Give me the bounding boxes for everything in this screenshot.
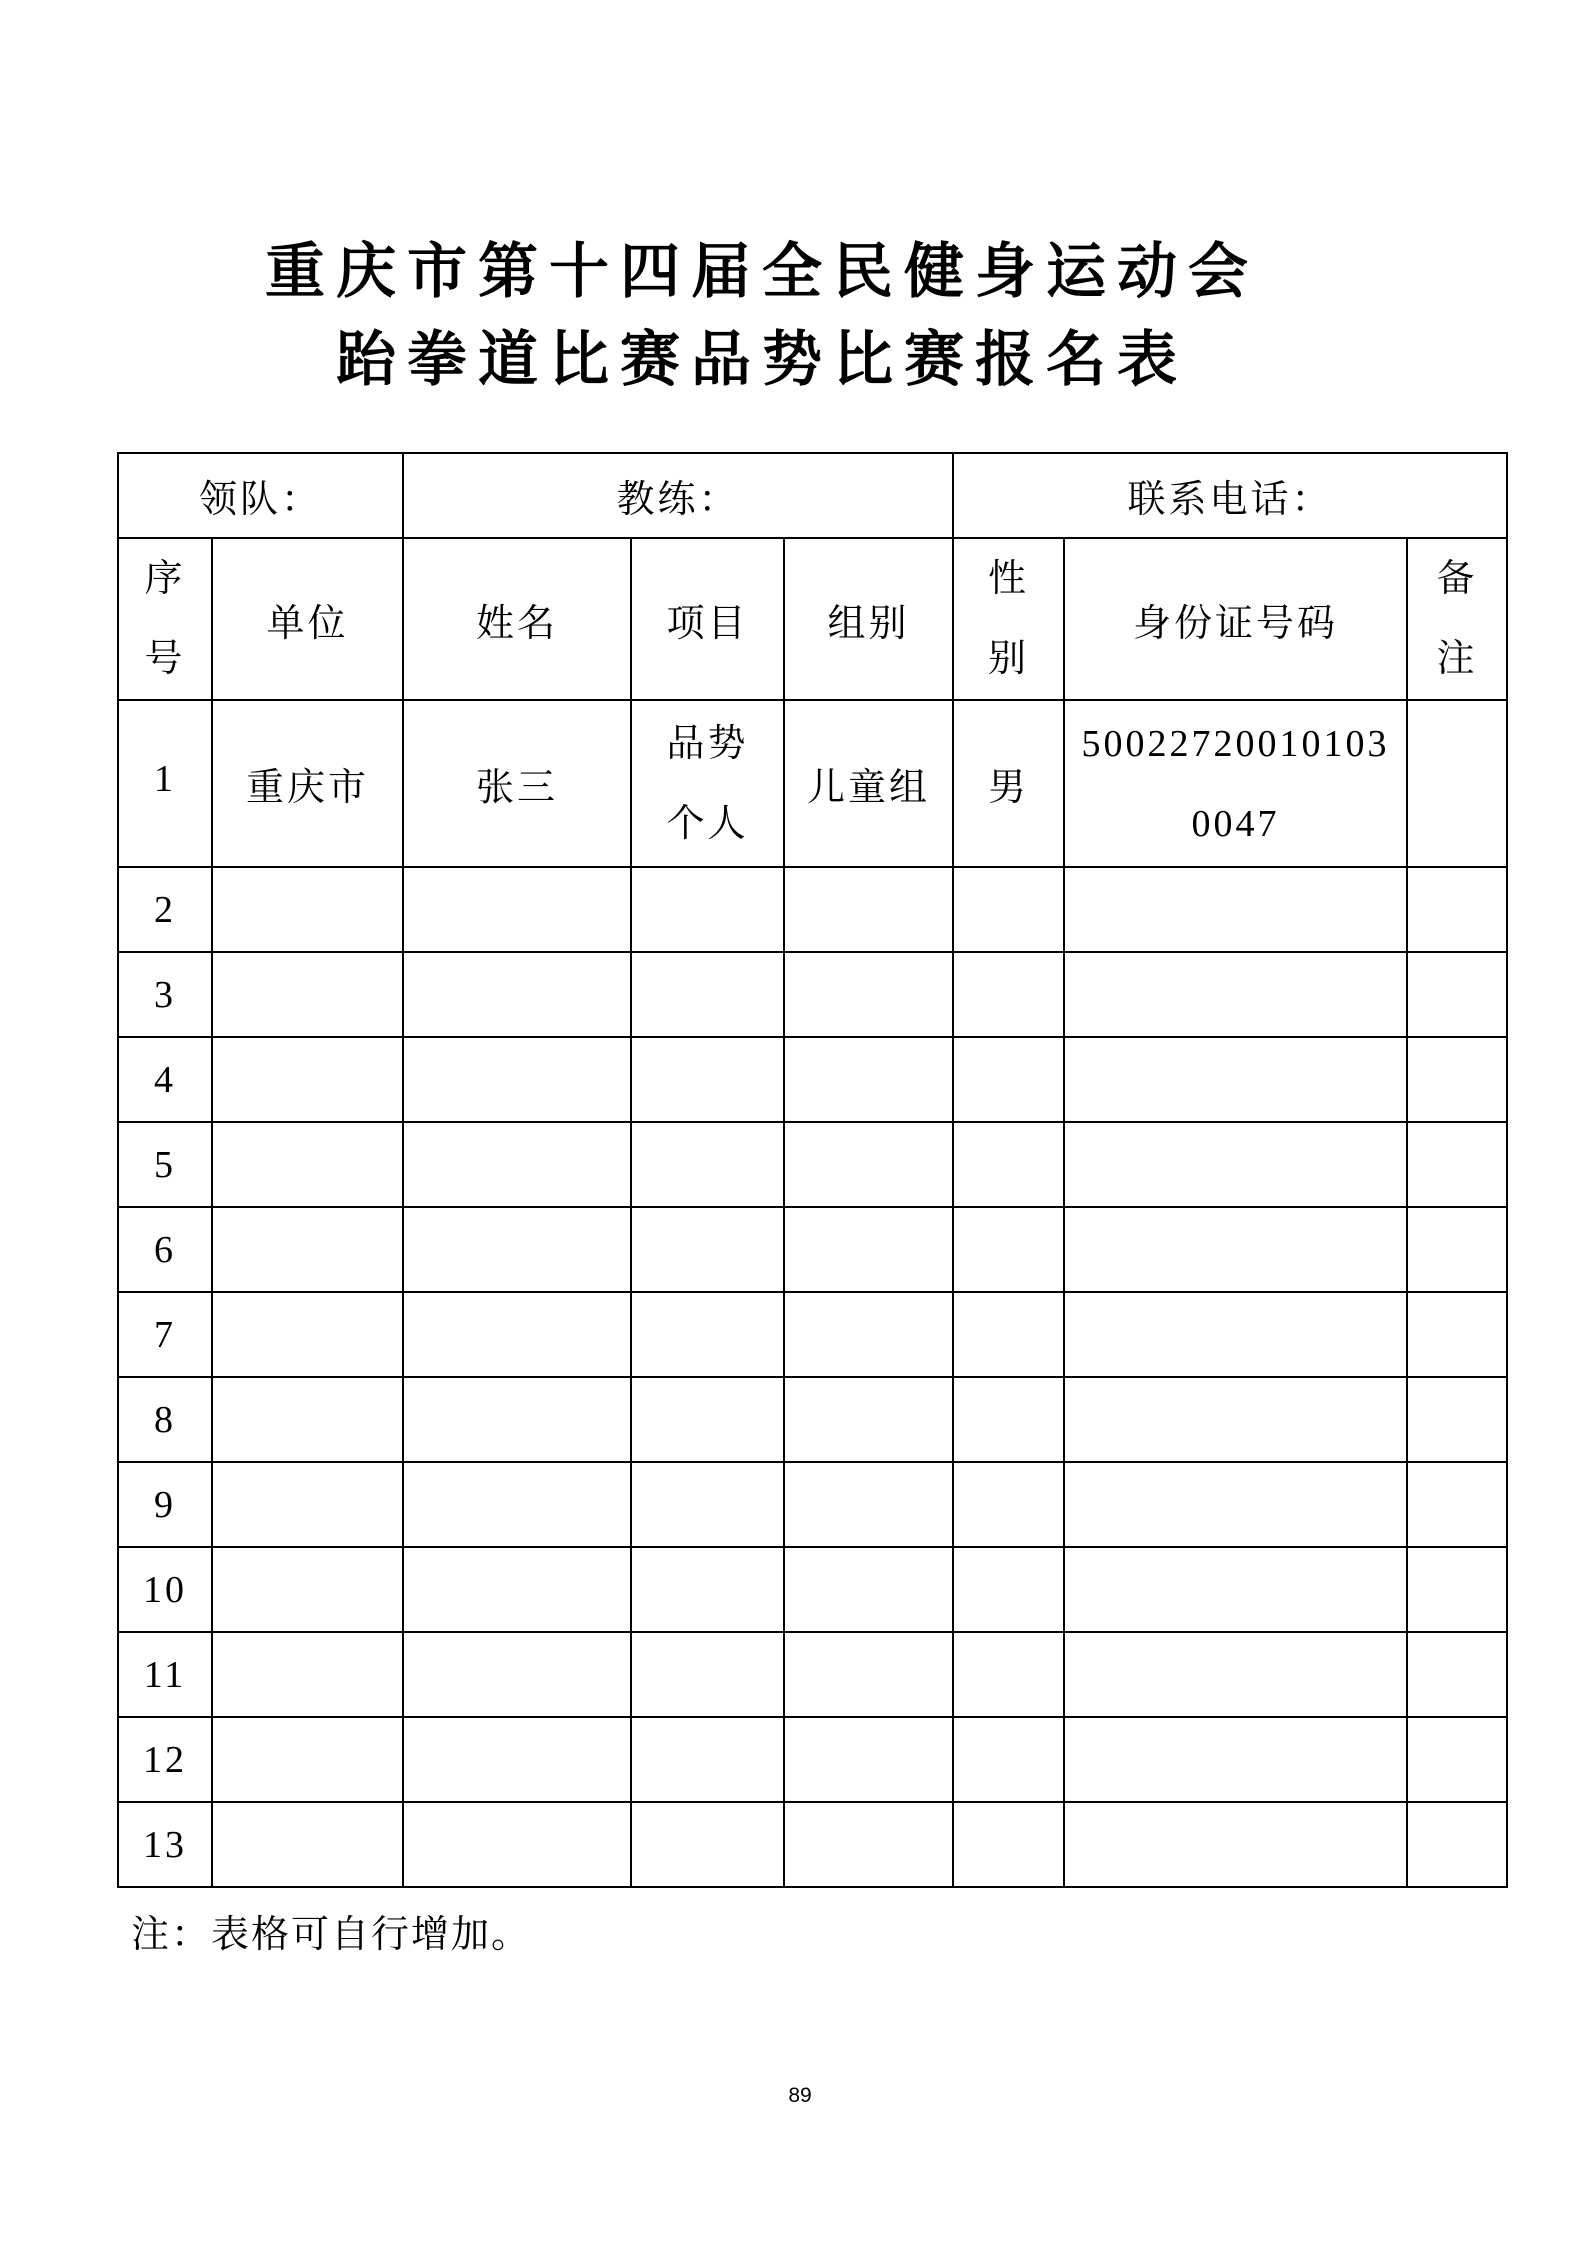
cell-row1-remark	[1407, 700, 1507, 867]
cell-id-number	[1064, 1122, 1407, 1207]
cell-name	[403, 867, 631, 952]
cell-name	[403, 1037, 631, 1122]
cell-id-number	[1064, 1802, 1407, 1887]
cell-group	[784, 1717, 953, 1802]
cell-row1-unit: 重庆市	[212, 700, 403, 867]
header-gender	[953, 538, 1064, 700]
cell-event	[631, 1292, 784, 1377]
row1-event-stack	[632, 704, 783, 864]
cell-event	[631, 1717, 784, 1802]
cell-remark	[1407, 1207, 1507, 1292]
cell-index: 13	[118, 1802, 212, 1887]
header-remark	[1407, 538, 1507, 700]
table-row	[118, 1207, 1507, 1292]
cell-unit	[212, 1632, 403, 1717]
header-gender-line2: 别	[988, 638, 1030, 680]
cell-unit	[212, 1122, 403, 1207]
cell-name	[403, 1717, 631, 1802]
table-row	[118, 1377, 1507, 1462]
header-index	[118, 538, 212, 700]
row1-id-line1: 50022720010103	[1081, 722, 1390, 765]
coach-label: 教练：	[403, 453, 953, 538]
cell-group	[784, 1547, 953, 1632]
cell-id-number	[1064, 1207, 1407, 1292]
table-row	[118, 1292, 1507, 1377]
cell-row1-group: 儿童组	[784, 700, 953, 867]
page-title-line1: 重庆市第十四届全民健身运动会	[265, 239, 1259, 305]
cell-group	[784, 1037, 953, 1122]
cell-index: 5	[118, 1122, 212, 1207]
header-remark-stack	[1408, 539, 1506, 699]
cell-gender	[953, 1207, 1064, 1292]
table-row	[118, 867, 1507, 952]
cell-unit	[212, 1717, 403, 1802]
cell-id-number	[1064, 867, 1407, 952]
row1-index-value: 1	[154, 757, 176, 800]
table-row	[118, 1802, 1507, 1887]
cell-id-number	[1064, 1292, 1407, 1377]
cell-remark	[1407, 1802, 1507, 1887]
cell-index: 9	[118, 1462, 212, 1547]
cell-gender	[953, 867, 1064, 952]
cell-name	[403, 1122, 631, 1207]
cell-unit	[212, 1292, 403, 1377]
cell-remark	[1407, 1377, 1507, 1462]
header-name: 姓名	[403, 538, 631, 700]
table-row	[118, 1037, 1507, 1122]
cell-name	[403, 1377, 631, 1462]
cell-remark	[1407, 952, 1507, 1037]
cell-gender	[953, 1717, 1064, 1802]
cell-group	[784, 1462, 953, 1547]
cell-group	[784, 1292, 953, 1377]
cell-remark	[1407, 1292, 1507, 1377]
cell-index: 3	[118, 952, 212, 1037]
info-row	[118, 453, 1507, 538]
cell-index: 6	[118, 1207, 212, 1292]
cell-event	[631, 952, 784, 1037]
cell-gender	[953, 1037, 1064, 1122]
cell-remark	[1407, 1632, 1507, 1717]
cell-gender	[953, 1632, 1064, 1717]
header-event: 项目	[631, 538, 784, 700]
cell-unit	[212, 1037, 403, 1122]
table-header-row	[118, 538, 1507, 700]
header-index-line2: 号	[144, 638, 186, 680]
row1-id-line2: 0047	[1191, 802, 1280, 845]
cell-event	[631, 867, 784, 952]
cell-event	[631, 1462, 784, 1547]
header-remark-line2: 注	[1436, 638, 1478, 680]
header-gender-line1: 性	[988, 558, 1030, 600]
header-unit: 单位	[212, 538, 403, 700]
cell-id-number	[1064, 1462, 1407, 1547]
cell-index: 11	[118, 1632, 212, 1717]
cell-gender	[953, 952, 1064, 1037]
cell-group	[784, 952, 953, 1037]
cell-id-number	[1064, 1547, 1407, 1632]
header-index-line1: 序	[144, 558, 186, 600]
cell-row1-event	[631, 700, 784, 867]
phone-label: 联系电话：	[953, 453, 1507, 538]
cell-remark	[1407, 1037, 1507, 1122]
cell-gender	[953, 1377, 1064, 1462]
table-row	[118, 1717, 1507, 1802]
cell-name	[403, 1547, 631, 1632]
cell-row1-gender: 男	[953, 700, 1064, 867]
cell-name	[403, 1292, 631, 1377]
table-row	[118, 700, 1507, 867]
cell-name	[403, 1207, 631, 1292]
cell-group	[784, 1207, 953, 1292]
cell-gender	[953, 1802, 1064, 1887]
cell-gender	[953, 1547, 1064, 1632]
cell-id-number	[1064, 1717, 1407, 1802]
cell-unit	[212, 867, 403, 952]
cell-index: 12	[118, 1717, 212, 1802]
cell-event	[631, 1037, 784, 1122]
cell-row1-name: 张三	[403, 700, 631, 867]
cell-unit	[212, 1462, 403, 1547]
page-number: 89	[788, 2084, 812, 2107]
row1-event-line1: 品势	[666, 722, 749, 765]
cell-id-number	[1064, 1632, 1407, 1717]
cell-index: 8	[118, 1377, 212, 1462]
header-gender-stack	[954, 539, 1063, 699]
cell-remark	[1407, 1462, 1507, 1547]
table-row	[118, 952, 1507, 1037]
cell-unit	[212, 1207, 403, 1292]
cell-row1-id-number	[1064, 700, 1407, 867]
cell-unit	[212, 1547, 403, 1632]
cell-group	[784, 1377, 953, 1462]
header-group: 组别	[784, 538, 953, 700]
table-row	[118, 1462, 1507, 1547]
cell-event	[631, 1207, 784, 1292]
cell-event	[631, 1802, 784, 1887]
note-text: 注：表格可自行增加。	[131, 1914, 532, 1956]
cell-index: 2	[118, 867, 212, 952]
page-title-line2: 跆拳道比赛品势比赛报名表	[336, 327, 1188, 393]
cell-unit	[212, 1802, 403, 1887]
cell-gender	[953, 1292, 1064, 1377]
cell-remark	[1407, 1717, 1507, 1802]
cell-group	[784, 1632, 953, 1717]
cell-unit	[212, 952, 403, 1037]
cell-name	[403, 952, 631, 1037]
cell-name	[403, 1632, 631, 1717]
cell-index: 7	[118, 1292, 212, 1377]
table-row	[118, 1122, 1507, 1207]
cell-gender	[953, 1462, 1064, 1547]
cell-event	[631, 1632, 784, 1717]
cell-event	[631, 1377, 784, 1462]
cell-name	[403, 1462, 631, 1547]
cell-index: 4	[118, 1037, 212, 1122]
cell-row1-index	[118, 700, 212, 867]
cell-group	[784, 867, 953, 952]
cell-group	[784, 1802, 953, 1887]
cell-unit	[212, 1377, 403, 1462]
table-row	[118, 1547, 1507, 1632]
row1-event-line2: 个人	[666, 802, 749, 845]
cell-index: 10	[118, 1547, 212, 1632]
cell-remark	[1407, 1547, 1507, 1632]
cell-remark	[1407, 1122, 1507, 1207]
cell-group	[784, 1122, 953, 1207]
table-row	[118, 1632, 1507, 1717]
cell-name	[403, 1802, 631, 1887]
cell-remark	[1407, 867, 1507, 952]
header-remark-line1: 备	[1436, 558, 1478, 600]
cell-event	[631, 1122, 784, 1207]
registration-table	[117, 452, 1508, 1888]
header-id-number: 身份证号码	[1064, 538, 1407, 700]
cell-id-number	[1064, 1377, 1407, 1462]
cell-id-number	[1064, 952, 1407, 1037]
cell-id-number	[1064, 1037, 1407, 1122]
leader-label: 领队：	[118, 453, 403, 538]
cell-gender	[953, 1122, 1064, 1207]
cell-event	[631, 1547, 784, 1632]
row1-id-stack	[1065, 704, 1406, 864]
header-index-stack	[119, 539, 211, 699]
